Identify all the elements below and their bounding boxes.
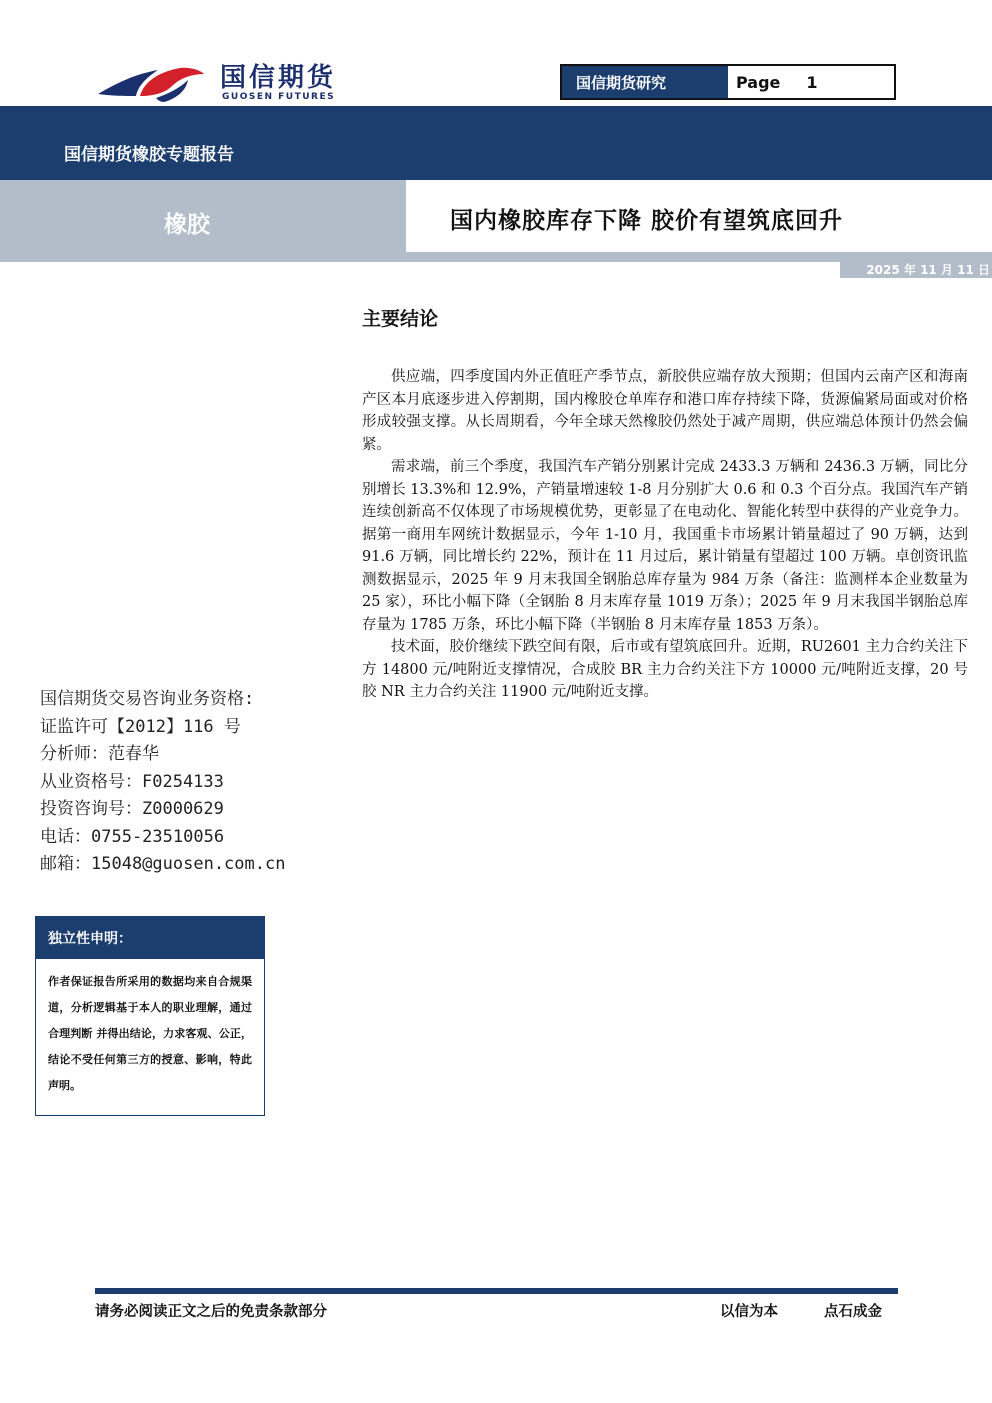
paragraph-technical: 技术面，胶价继续下跌空间有限，后市或有望筑底回升。近期，RU2601 主力合约关注下方 14800 元/吨附近支撑情况，合成胶 BR 主力合约关注下方 10000 元/吨附近支撑，20 号胶 NR 主力合约关注 11900 元/吨附近支撑。 <box>362 639 968 700</box>
analyst-line-consult: 投资咨询号：Z0000629 <box>40 799 224 819</box>
analyst-info <box>40 686 285 879</box>
footer-motto-2: 点石成金 <box>824 1303 882 1320</box>
paragraph-supply: 供应端，四季度国内外正值旺产季节点，新胶供应端存放大预期；但国内云南产区和海南产区本月底逐步进入停割期，国内橡胶仓单库存和港口库存持续下降，货源偏紧局面或对价格形成较强支撑。从长周期看，今年全球天然橡胶仍然处于减产周期，供应端总体预计仍然会偏紧。 <box>362 369 968 453</box>
report-banner <box>0 106 992 180</box>
research-page-box <box>560 64 896 100</box>
independence-statement <box>35 916 265 1116</box>
footer-disclaimer: 请务必阅读正文之后的免责条款部分 <box>95 1303 327 1320</box>
report-title: 国内橡胶库存下降 胶价有望筑底回升 <box>450 207 844 234</box>
page-indicator <box>728 66 894 98</box>
statement-body: 作者保证报告所采用的数据均来自合规渠道，分析逻辑基于本人的职业理解，通过合理判断 并得出结论，力求客观、公正，结论不受任何第三方的授意、影响，特此声明。 <box>48 975 252 1092</box>
section-heading: 主要结论 <box>362 308 439 330</box>
logo-subtext: GUOSEN FUTURES <box>222 92 336 102</box>
title-area <box>406 180 992 252</box>
logo-text: 国信期货 <box>220 63 337 93</box>
report-date: 2025 年 11 月 11 日 <box>840 261 992 278</box>
category-box <box>0 180 406 262</box>
analyst-line-name: 分析师：范春华 <box>40 744 159 764</box>
analyst-line-cert: 从业资格号：F0254133 <box>40 771 224 792</box>
analyst-line-qualification: 国信期货交易咨询业务资格: <box>40 689 255 709</box>
company-logo <box>96 64 386 104</box>
conclusion-body <box>362 366 968 704</box>
research-label: 国信期货研究 <box>562 66 728 98</box>
analyst-line-license: 证监许可【2012】116 号 <box>40 716 241 737</box>
page-number: 1 <box>806 72 818 92</box>
analyst-line-email: 邮箱：15048@guosen.com.cn <box>40 854 286 874</box>
footer-motto-1: 以信为本 <box>720 1303 778 1320</box>
page-label: Page <box>736 72 781 92</box>
paragraph-demand: 需求端，前三个季度，我国汽车产销分别累计完成 2433.3 万辆和 2436.3 万辆，同比分别增长 13.3%和 12.9%，产销量增速较 1-8 月分别扩大 0.6 和 0.3 个百分点。我国汽车产销连续创新高不仅体现了市场规模优势，更彰显了在电动化、智能化转型中获得的产业竞争力。据第一商用车网统计数据显示，今年 1-10 月，我国重卡市场累计销量超过了 90 万辆，达到 91.6 万辆，同比增长约 22%，预计在 11 月过后，累计销量有望超过 100 万辆。卓创资讯监测数据显示，2025 年 9 月末我国全钢胎总库存量为 984 万条（备注：监测样本企业数量为 25 家），环比小幅下降（全钢胎 8 月末库存量 1019 万条）；2025 年 9 月末我国半钢胎总库存量为 1785 万条，环比小幅下降（半钢胎 8 月末库存量 1853 万条）。 <box>362 459 968 633</box>
logo-swoosh-icon <box>96 64 208 104</box>
banner-title: 国信期货橡胶专题报告 <box>64 145 234 165</box>
analyst-line-phone: 电话：0755-23510056 <box>40 826 225 847</box>
statement-heading: 独立性申明： <box>36 917 264 959</box>
category-label: 橡胶 <box>164 212 210 238</box>
footer-rule <box>95 1288 898 1294</box>
